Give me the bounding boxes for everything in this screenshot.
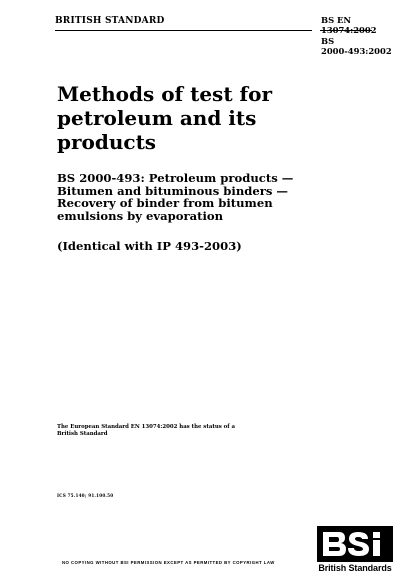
standard-number-line: BS EN xyxy=(321,15,352,25)
standard-numbers xyxy=(321,15,391,57)
standard-number-line: 2000-493:2002 xyxy=(321,46,392,57)
ics-code: ICS 75.140; 91.100.50 xyxy=(57,493,114,498)
bsi-logo xyxy=(317,526,393,574)
identical-note: (Identical with IP 493-2003) xyxy=(57,239,242,253)
header-rule-left xyxy=(55,30,312,31)
subtitle-line: Bitumen and bituminous binders — xyxy=(57,183,288,198)
status-note xyxy=(57,424,277,438)
copyright-notice: NO COPYING WITHOUT BSI PERMISSION EXCEPT AS PERMITTED BY COPYRIGHT LAW xyxy=(62,560,275,565)
standard-number-line: BS xyxy=(321,35,335,46)
header-label: BRITISH STANDARD xyxy=(55,16,165,26)
subtitle-line: Recovery of binder from bitumen xyxy=(57,196,273,211)
document-title xyxy=(57,82,287,154)
bsi-logo-caption: British Standards xyxy=(318,563,392,573)
status-note-line: The European Standard EN 13074:2002 has the status of a xyxy=(57,424,235,430)
standard-number-line: 13074:2002 xyxy=(321,25,377,36)
subtitle-line: emulsions by evaporation xyxy=(57,208,224,223)
subtitle-line: BS 2000-493: Petroleum products — xyxy=(57,171,294,185)
status-note-line: British Standard xyxy=(57,431,108,437)
title-line: Methods of test for xyxy=(57,82,272,106)
document-subtitle xyxy=(57,172,297,222)
bsi-logo-mark xyxy=(317,526,393,562)
title-line: products xyxy=(57,130,157,154)
title-line: petroleum and its xyxy=(57,106,257,130)
